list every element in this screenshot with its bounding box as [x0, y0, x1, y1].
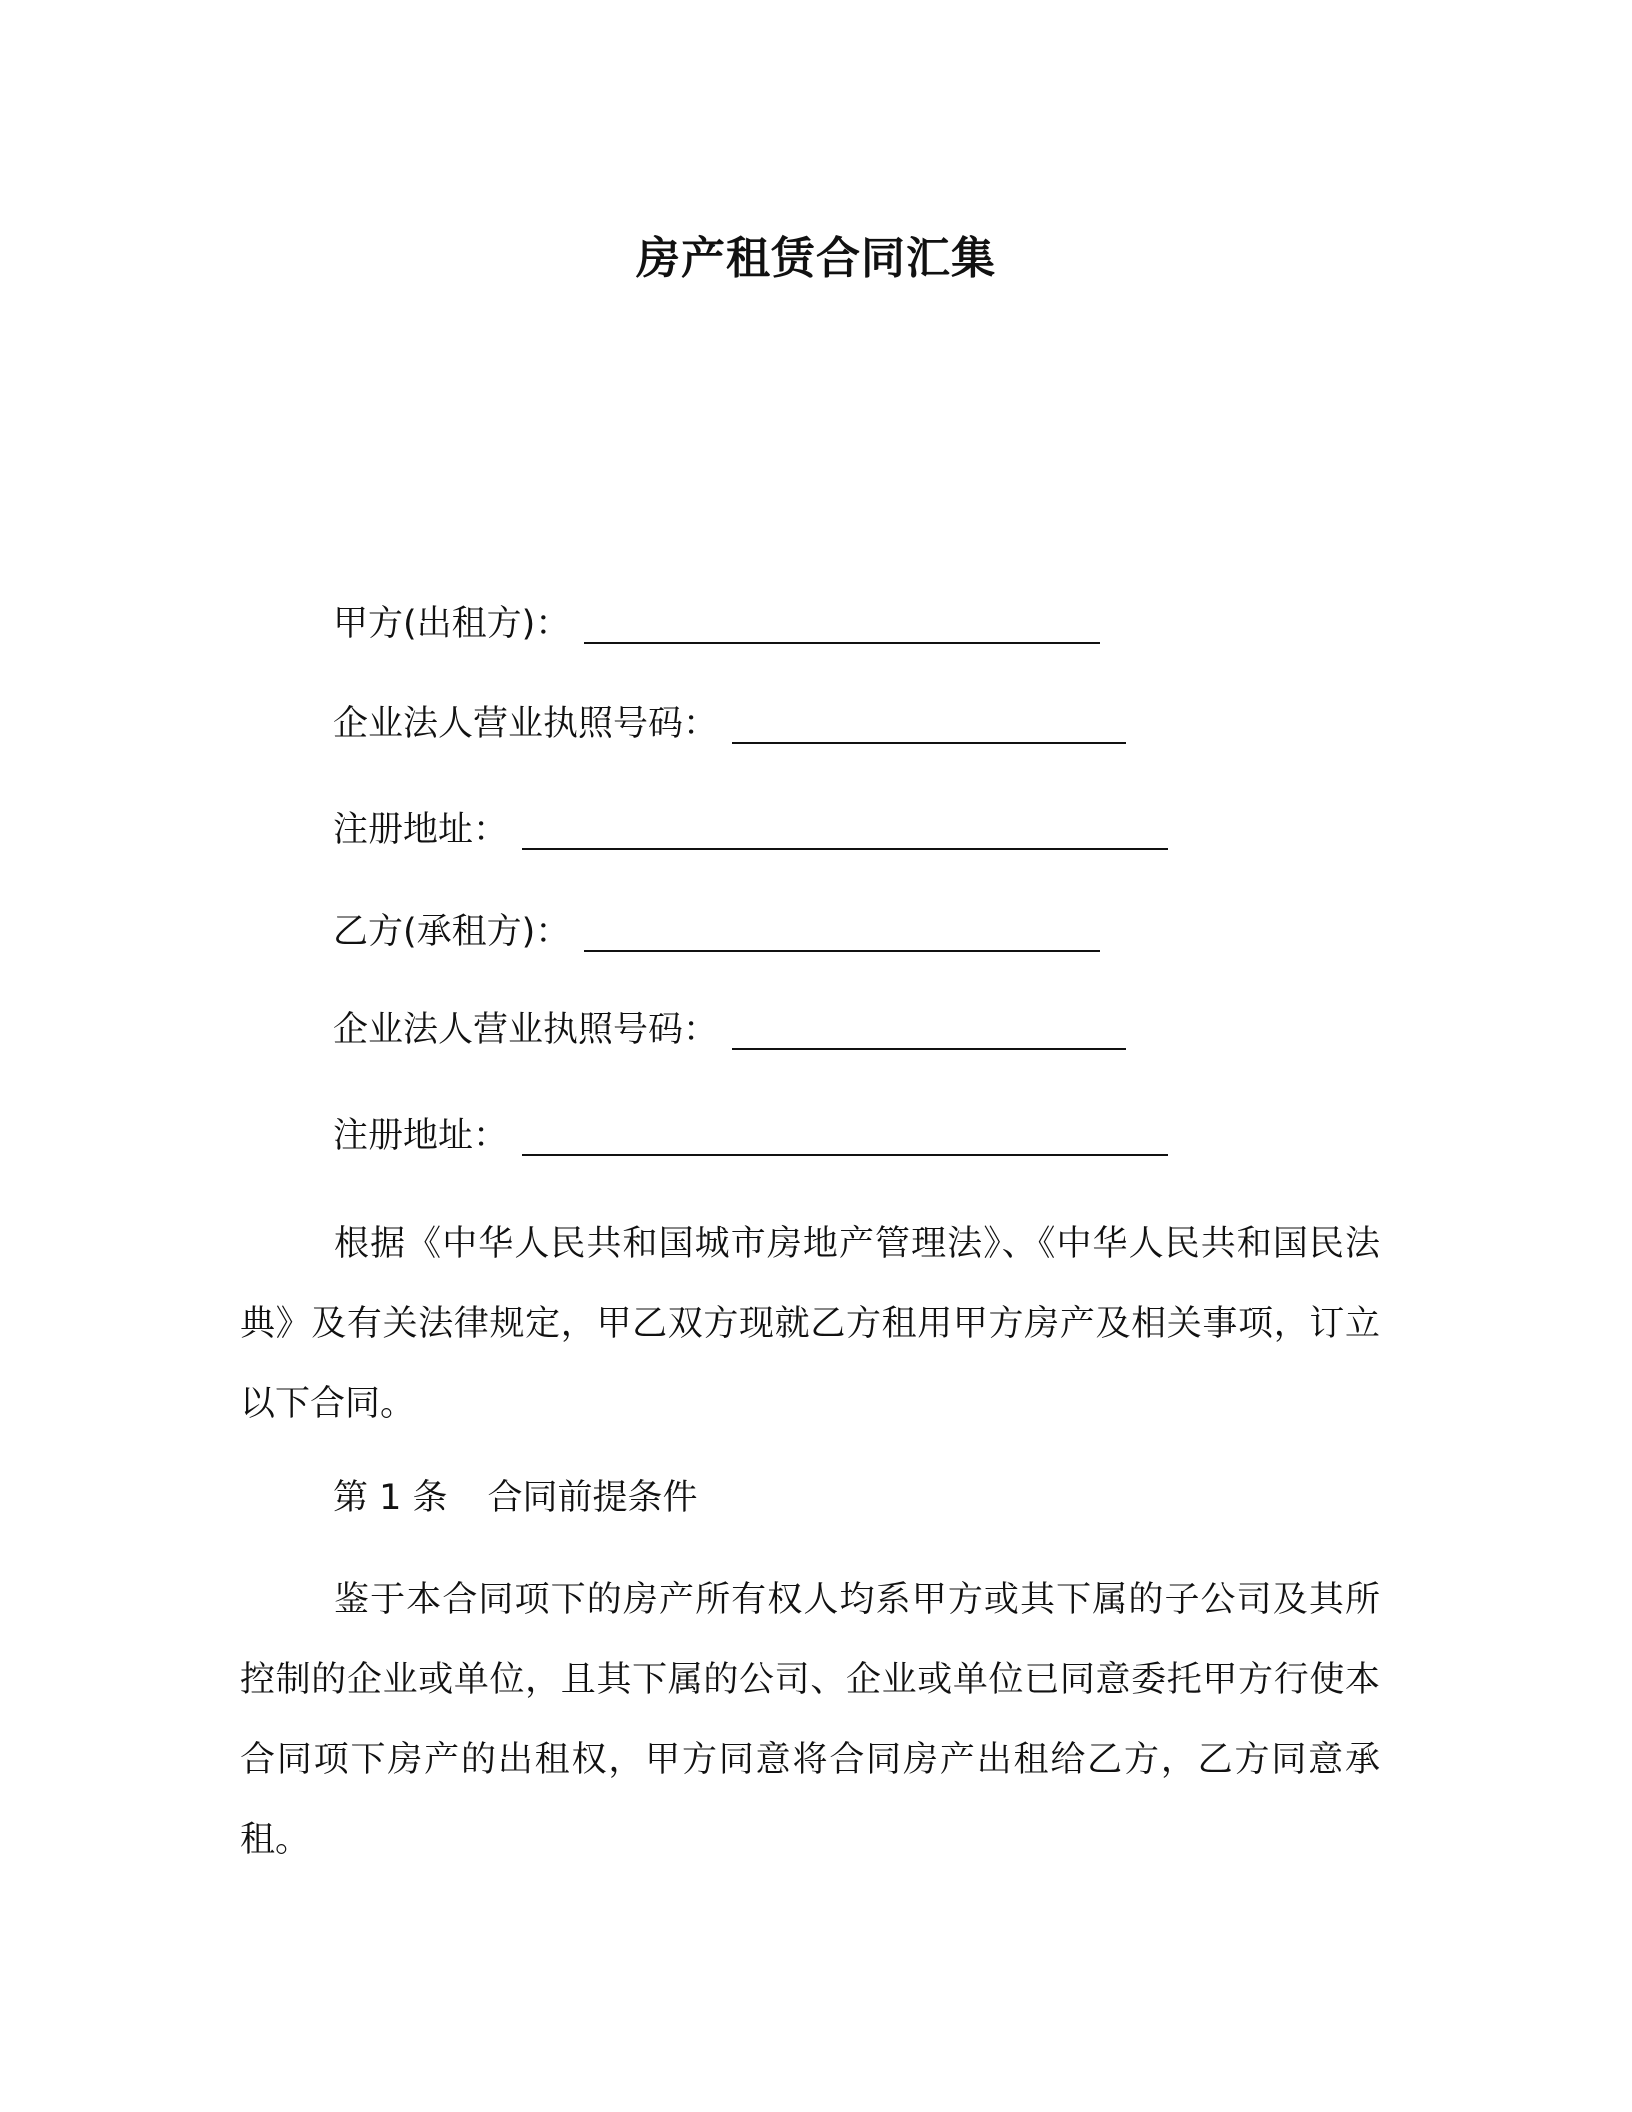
lessee-address-field — [333, 1112, 1168, 1160]
lessor-license-field — [333, 700, 1126, 748]
lessee-license-label: 企业法人营业执照号码： — [333, 1010, 719, 1050]
lessor-license-blank[interactable] — [732, 706, 1126, 744]
lessor-license-label: 企业法人营业执照号码： — [333, 704, 719, 744]
lessee-blank[interactable] — [584, 914, 1100, 952]
lessor-address-label: 注册地址： — [333, 810, 509, 850]
lessee-license-blank[interactable] — [732, 1012, 1126, 1050]
lessor-blank[interactable] — [584, 606, 1100, 644]
lessee-license-field — [333, 1006, 1126, 1054]
article-1-title: 合同前提条件 — [487, 1478, 698, 1518]
lessor-address-blank[interactable] — [522, 812, 1168, 850]
lessee-label: 乙方(承租方)： — [333, 912, 571, 952]
lessee-field — [333, 908, 1100, 956]
lessee-address-label: 注册地址： — [333, 1116, 509, 1156]
article-1-heading — [333, 1474, 698, 1522]
preamble-paragraph: 根据《中华人民共和国城市房地产管理法》、《中华人民共和国民法典》及有关法律规定，甲乙双方现就乙方租用甲方房产及相关事项，订立以下合同。 — [240, 1224, 1380, 1424]
document-title: 房产租赁合同汇集 — [636, 233, 996, 284]
lessee-address-blank[interactable] — [522, 1118, 1168, 1156]
lessor-field — [333, 600, 1100, 648]
article-1-body: 鉴于本合同项下的房产所有权人均系甲方或其下属的子公司及其所控制的企业或单位，且其下属的公司、企业或单位已同意委托甲方行使本合同项下房产的出租权，甲方同意将合同房产出租给乙方，乙方同意承租。 — [240, 1580, 1380, 1860]
lessor-address-field — [333, 806, 1168, 854]
lessor-label: 甲方(出租方)： — [333, 604, 571, 644]
article-1-number: 第 1 条 — [333, 1478, 448, 1518]
